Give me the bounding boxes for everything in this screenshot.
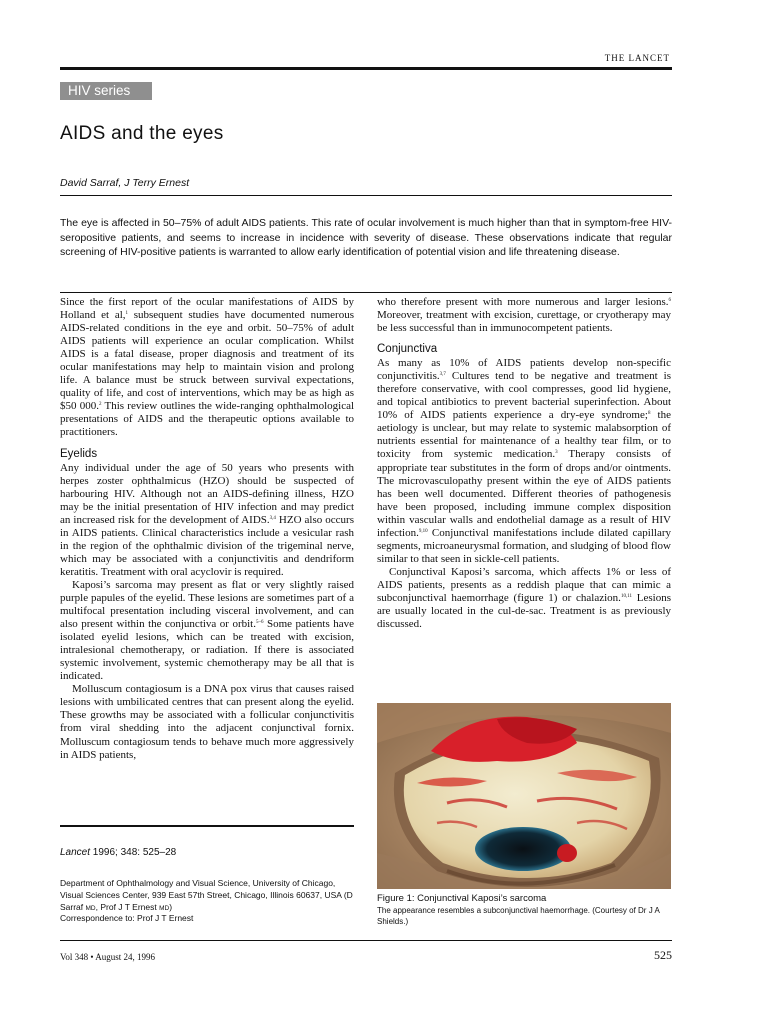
authors-rule — [60, 195, 672, 196]
heading-conjunctiva: Conjunctiva — [377, 343, 438, 356]
affiliation: Department of Ophthalmology and Visual Science, University of Chicago, Visual Sciences Center, 939 East 57th Street, Chicago, Illinois 60637, USA (D Sarraf MD, Prof J T Ernest MD) — [60, 878, 353, 912]
correspondence: Correspondence to: Prof J T Ernest — [60, 913, 194, 923]
heading-eyelids: Eyelids — [60, 447, 98, 460]
column-left — [60, 296, 354, 762]
figure-caption: The appearance resembles a subconjunctival haemorrhage. (Courtesy of Dr J A Shields.) — [377, 906, 660, 926]
intro-paragraph: Since the first report of the ocular manifestations of AIDS by Holland et al,$^1$ subsequent studies have documented numerous AIDS-related conditions in the eye and orbit. 50–75% of adult AIDS patients will experience an ocular complication. Whilst AIDS is a fatal disease, proper diagnosis and treatment of its ocular manifestations may help to maintain vision and prolong life. A balance must be struck between survival expectations, quality of life, and cost of interventions, which may be as high as $50 000.$^2$ This review outlines the wide-ranging ophthalmological presentations of AIDS and the therapeutic options available to practitioners. — [60, 296, 355, 439]
footer-rule — [60, 940, 672, 941]
column-right — [377, 296, 671, 631]
article-authors: David Sarraf, J Terry Ernest — [60, 177, 190, 189]
eyelids-paragraph-2: Kaposi’s sarcoma may present as flat or very slightly raised purple papules of the eyelid. These lesions are sometimes part of a multifocal presentation including visceral involvement, and can also present within the conjunctiva or orbit.$^{5-6}$ Some patients have isolated eyelid lesions, which can be treated with excision, intralesional chemotherapy, or radiation. If there is associated systemic involvement, systemic chemotherapy may be all that is indicated. — [60, 578, 354, 683]
eyelids-paragraph-1: Any individual under the age of 50 years who presents with herpes zoster ophthalmicus (HZO) should be suspected of harbouring HIV. Although not an AIDS-defining illness, HZO may be the initial presentation of HIV infection and may predict an increased risk for the development of AIDS.$^{3,4}$ HZO also occurs in AIDS patients. Clinical characteristics include a vesicular rash in the region of the ophthalmic division of the trigeminal nerve, which may be associated with a conjunctivitis and dendriform keratitis. Treatment with oral acyclovir is required. — [60, 461, 354, 578]
page-number: 525 — [654, 948, 672, 962]
volume-info: Vol 348 • August 24, 1996 — [60, 952, 155, 962]
eyelids-paragraph-3-continued: who therefore present with more numerous and larger lesions.$^6$ Moreover, treatment with excision, curettage, or cryotherapy may be less successful than in immunocompetent patients. — [377, 296, 671, 335]
conjunctiva-paragraph-1: As many as 10% of AIDS patients develop non-specific conjunctivitis.$^{3,7}$ Cultures tend to be negative and treatment is therefore conservative, with cool compresses, good lid hygiene, and topical antibiotics to prevent bacterial superinfection. About 10% of AIDS patients experience a dry-eye syndrome;$^8$ the aetiology is unclear, but may relate to systemic malabsorption of nutrients essential for maintenance of a healthy tear film, or to toxicity from systemic medication.$^3$ Therapy consists of appropriate tear substitutes in the form of drops and/or ointments. The microvasculopathy present within the eye of AIDS patients has been well documented. Different theories of pathogenesis have been proposed, including immune complex disposition within vascular walls and endothelial damage as a result of HIV infection.$^{9,10}$ Conjunctival manifestations include dilated capillary segments, microaneurysmal formation, and sludging of blood flow similar to that seen in sickle-cell patients. — [377, 357, 671, 565]
figure-title: Figure 1: Conjunctival Kaposi’s sarcoma — [377, 893, 547, 904]
column-end-rule — [60, 825, 354, 827]
article-title: AIDS and the eyes — [60, 123, 224, 144]
figure-eye-photo — [377, 703, 671, 889]
citation: Lancet 1996; 348: 525–28 — [60, 847, 177, 858]
journal-name: THE LANCET — [604, 53, 670, 63]
top-rule — [60, 67, 672, 70]
eyelids-paragraph-3: Molluscum contagiosum is a DNA pox virus that causes raised lesions with umbilicated centres that can present along the eyelid. These growths may be associated with a follicular conjunctivitis from viral shedding into the adjacent conjunctival fornix. Molluscum contagiosum tends to behave much more aggressively in AIDS patients, — [60, 683, 354, 761]
series-badge: HIV series — [60, 82, 152, 100]
abstract-rule — [60, 292, 672, 293]
conjunctiva-paragraph-2: Conjunctival Kaposi’s sarcoma, which affects 1% or less of AIDS patients, presents as a reddish plaque that can mimic a subconjunctival haemorrhage (figure 1) or chalazion.$^{10,11}$ Lesions are usually located in the cul-de-sac. Treatment is as previously discussed. — [377, 565, 671, 631]
abstract: The eye is affected in 50–75% of adult AIDS patients. This rate of ocular involvement is much higher than that in symptom-free HIV-seropositive patients, and seems to increase in incidence with severity of disease. These observations indicate that regular screening of HIV-positive patients is warranted to allow early identification of potential vision and life threatening disease. — [60, 217, 672, 258]
